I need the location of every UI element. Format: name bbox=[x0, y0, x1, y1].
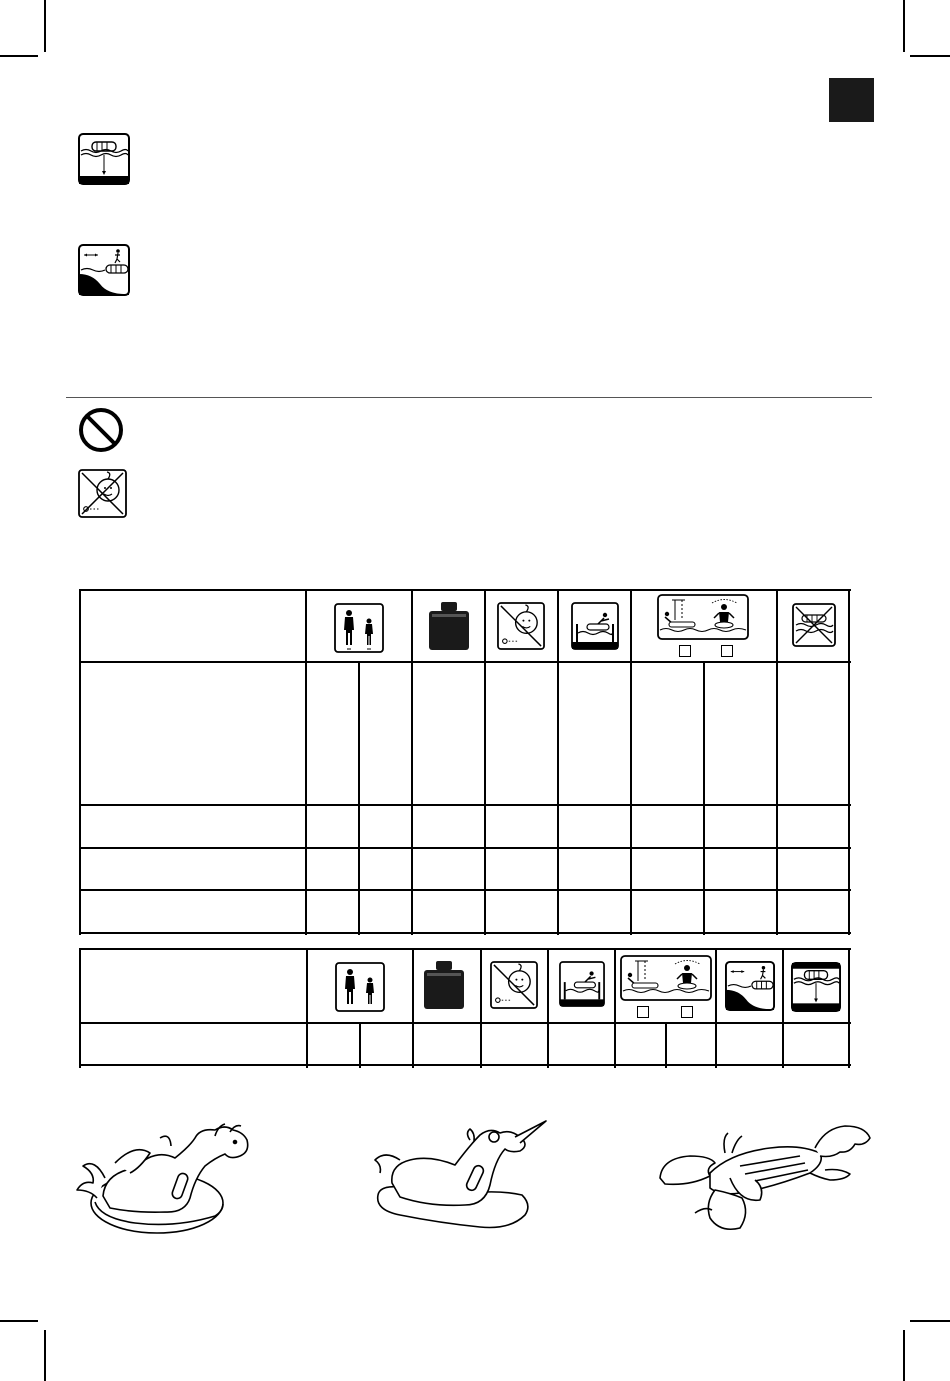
unicorn-float-illustration bbox=[370, 1115, 550, 1240]
float-safety-icon bbox=[620, 955, 712, 1001]
table-1-row-2-label bbox=[81, 807, 305, 847]
checkbox-option-a[interactable] bbox=[679, 645, 691, 657]
no-children-icon bbox=[490, 961, 538, 1009]
lobster-float-illustration bbox=[650, 1118, 875, 1238]
dragon-float-illustration bbox=[75, 1118, 255, 1243]
adult-child-icon bbox=[334, 603, 384, 653]
language-tab bbox=[829, 78, 874, 122]
table-2-row-1-label bbox=[81, 1025, 306, 1064]
prohibition-icon bbox=[78, 407, 124, 453]
no-children-icon bbox=[497, 602, 545, 650]
no-children-icon bbox=[78, 469, 127, 518]
max-weight-icon bbox=[422, 960, 466, 1010]
section-divider bbox=[66, 397, 872, 398]
water-depth-icon bbox=[791, 962, 841, 1012]
checkbox-option-b[interactable] bbox=[681, 1006, 693, 1018]
table-1-row-4-label bbox=[81, 892, 305, 932]
checkbox-option-a[interactable] bbox=[637, 1006, 649, 1018]
checkbox-option-b[interactable] bbox=[721, 645, 733, 657]
spec-table-1 bbox=[79, 589, 851, 935]
table-1-row-3-label bbox=[81, 850, 305, 889]
offshore-wind-icon bbox=[78, 244, 130, 296]
offshore-wind-icon bbox=[725, 961, 775, 1011]
water-depth-icon bbox=[78, 133, 130, 185]
no-rapids-icon bbox=[792, 603, 836, 647]
max-weight-icon bbox=[427, 601, 471, 651]
pool-use-icon bbox=[571, 602, 619, 650]
float-safety-icon bbox=[657, 594, 749, 640]
spec-table-2 bbox=[79, 948, 851, 1068]
adult-child-icon bbox=[335, 962, 385, 1012]
pool-use-icon bbox=[559, 961, 605, 1007]
table-1-row-1-label bbox=[81, 664, 305, 804]
